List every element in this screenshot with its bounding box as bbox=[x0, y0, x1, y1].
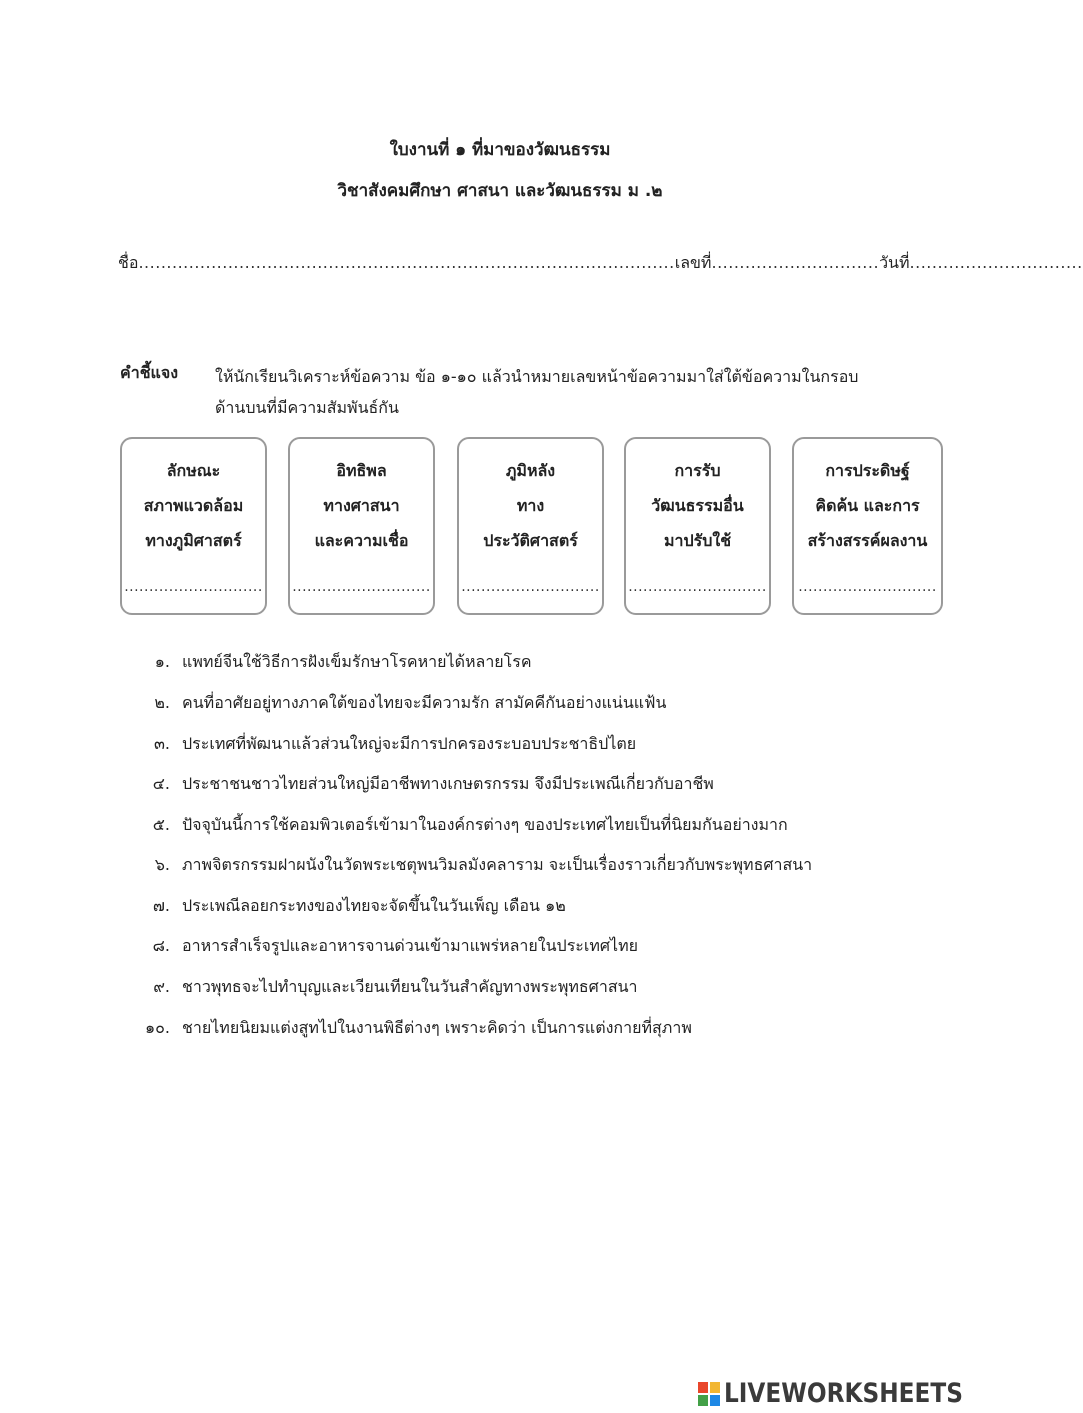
category-label-line: ลักษณะ bbox=[166, 461, 221, 480]
category-label bbox=[794, 453, 941, 558]
answer-field[interactable]: ............................ bbox=[461, 579, 600, 595]
item-number: ๘. bbox=[152, 936, 170, 955]
worksheet-title: ใบงานที่ ๑ ที่มาของวัฒนธรรม bbox=[389, 140, 611, 160]
category-box-history bbox=[457, 437, 604, 615]
item-number: ๖. bbox=[154, 855, 170, 874]
category-label-line: การประดิษฐ์ bbox=[825, 461, 910, 480]
item-text: ภาพจิตรกรรมฝาผนังในวัดพระเชตุพนวิมลมังคลาราม จะเป็นเรื่องราวเกี่ยวกับพระพุทธศาสนา bbox=[182, 855, 813, 874]
category-label bbox=[459, 453, 602, 558]
item-text: ประเทศที่พัฒนาแล้วส่วนใหญ่จะมีการปกครองระบอบประชาธิปไตย bbox=[182, 734, 637, 753]
category-label bbox=[290, 453, 433, 558]
category-label-line: ภูมิหลัง bbox=[505, 461, 556, 480]
category-label-line: มาปรับใช้ bbox=[663, 531, 732, 550]
category-label-line: ทางภูมิศาสตร์ bbox=[145, 531, 242, 550]
category-label-line: อิทธิพล bbox=[336, 461, 387, 480]
category-box-adoption bbox=[624, 437, 771, 615]
logo-cell bbox=[710, 1382, 720, 1393]
worksheet-subtitle: วิชาสังคมศึกษา ศาสนา และวัฒนธรรม ม .๒ bbox=[337, 181, 663, 201]
number-field[interactable]: .............................. bbox=[711, 253, 880, 272]
category-label-line: ประวัติศาสตร์ bbox=[483, 531, 578, 550]
item-text: แพทย์จีนใช้วิธีการฝังเข็มรักษาโรคหายได้หลายโรค bbox=[182, 652, 532, 671]
answer-field[interactable]: ............................ bbox=[628, 579, 767, 595]
category-label-line: สร้างสรรค์ผลงาน bbox=[807, 531, 928, 550]
item-text: คนที่อาศัยอยู่ทางภาคใต้ของไทยจะมีความรัก สามัคคีกันอย่างแน่นแฟ้น bbox=[182, 693, 667, 712]
category-box-religion bbox=[288, 437, 435, 615]
category-label-line: ทาง bbox=[516, 496, 545, 515]
item-number: ๑๐. bbox=[144, 1018, 170, 1037]
logo-cell bbox=[710, 1395, 720, 1406]
list-item bbox=[0, 691, 1000, 721]
list-item bbox=[0, 975, 1000, 1005]
item-text: ชายไทยนิยมแต่งสูทไปในงานพิธีต่างๆ เพราะคิดว่า เป็นการแต่งกายที่สุภาพ bbox=[182, 1018, 692, 1037]
category-label-line: วัฒนธรรมอื่น bbox=[651, 496, 744, 515]
logo-mark-icon bbox=[698, 1382, 720, 1406]
item-number: ๒. bbox=[154, 693, 170, 712]
instructions-line-2: ด้านบนที่มีความสัมพันธ์กัน bbox=[215, 398, 399, 417]
list-item bbox=[0, 1016, 1000, 1046]
number-label: เลขที่ bbox=[674, 253, 712, 272]
list-item bbox=[0, 853, 1000, 883]
date-label: วันที่ bbox=[879, 253, 910, 272]
category-label bbox=[626, 453, 769, 558]
category-box-invention bbox=[792, 437, 943, 615]
category-boxes bbox=[120, 437, 944, 618]
list-item bbox=[0, 772, 1000, 802]
student-info-line bbox=[118, 251, 1083, 276]
item-text: อาหารสำเร็จรูปและอาหารจานด่วนเข้ามาแพร่หลายในประเทศไทย bbox=[182, 936, 639, 955]
category-label bbox=[122, 453, 265, 558]
item-text: ประเพณีลอยกระทงของไทยจะจัดขึ้นในวันเพ็ญ เดือน ๑๒ bbox=[182, 896, 566, 915]
answer-field[interactable]: ............................ bbox=[124, 579, 263, 595]
category-label-line: ทางศาสนา bbox=[323, 496, 400, 515]
list-item bbox=[0, 934, 1000, 964]
item-text: ปัจจุบันนี้การใช้คอมพิวเตอร์เข้ามาในองค์กรต่างๆ ของประเทศไทยเป็นที่นิยมกันอย่างมาก bbox=[182, 815, 788, 834]
name-field[interactable]: ................................................................................................ bbox=[138, 253, 675, 272]
answer-field[interactable]: ............................ bbox=[798, 579, 937, 595]
list-item bbox=[0, 650, 1000, 680]
list-item bbox=[0, 732, 1000, 762]
list-item bbox=[0, 894, 1000, 924]
logo-cell bbox=[698, 1382, 708, 1393]
instructions-text bbox=[215, 361, 895, 423]
instructions-line-1: ให้นักเรียนวิเคราะห์ข้อความ ข้อ ๑-๑๐ แล้วนำหมายเลขหน้าข้อความมาใส่ใต้ข้อความในกรอบ bbox=[215, 367, 859, 386]
item-text: ประชาชนชาวไทยส่วนใหญ่มีอาชีพทางเกษตรกรรม จึงมีประเพณีเกี่ยวกับอาชีพ bbox=[182, 774, 714, 793]
item-number: ๗. bbox=[152, 896, 170, 915]
instructions-label: คำชี้แจง bbox=[120, 363, 179, 382]
liveworksheets-logo[interactable] bbox=[698, 1378, 998, 1412]
item-number: ๕. bbox=[152, 815, 170, 834]
category-label-line: และความเชื่อ bbox=[314, 531, 409, 550]
category-label-line: สภาพแวดล้อม bbox=[143, 496, 244, 515]
logo-text: LIVEWORKSHEETS bbox=[724, 1378, 963, 1409]
date-field[interactable]: ............................... bbox=[909, 253, 1083, 272]
item-number: ๓. bbox=[153, 734, 170, 753]
item-number: ๑. bbox=[154, 652, 170, 671]
list-item bbox=[0, 813, 1000, 843]
item-number: ๙. bbox=[153, 977, 170, 996]
category-box-geography bbox=[120, 437, 267, 615]
item-number: ๔. bbox=[152, 774, 170, 793]
category-label-line: การรับ bbox=[674, 461, 721, 480]
answer-field[interactable]: ............................ bbox=[292, 579, 431, 595]
logo-cell bbox=[698, 1395, 708, 1406]
name-label: ชื่อ bbox=[118, 253, 139, 272]
item-text: ชาวพุทธจะไปทำบุญและเวียนเทียนในวันสำคัญทางพระพุทธศาสนา bbox=[182, 977, 638, 996]
category-label-line: คิดค้น และการ bbox=[815, 496, 920, 515]
